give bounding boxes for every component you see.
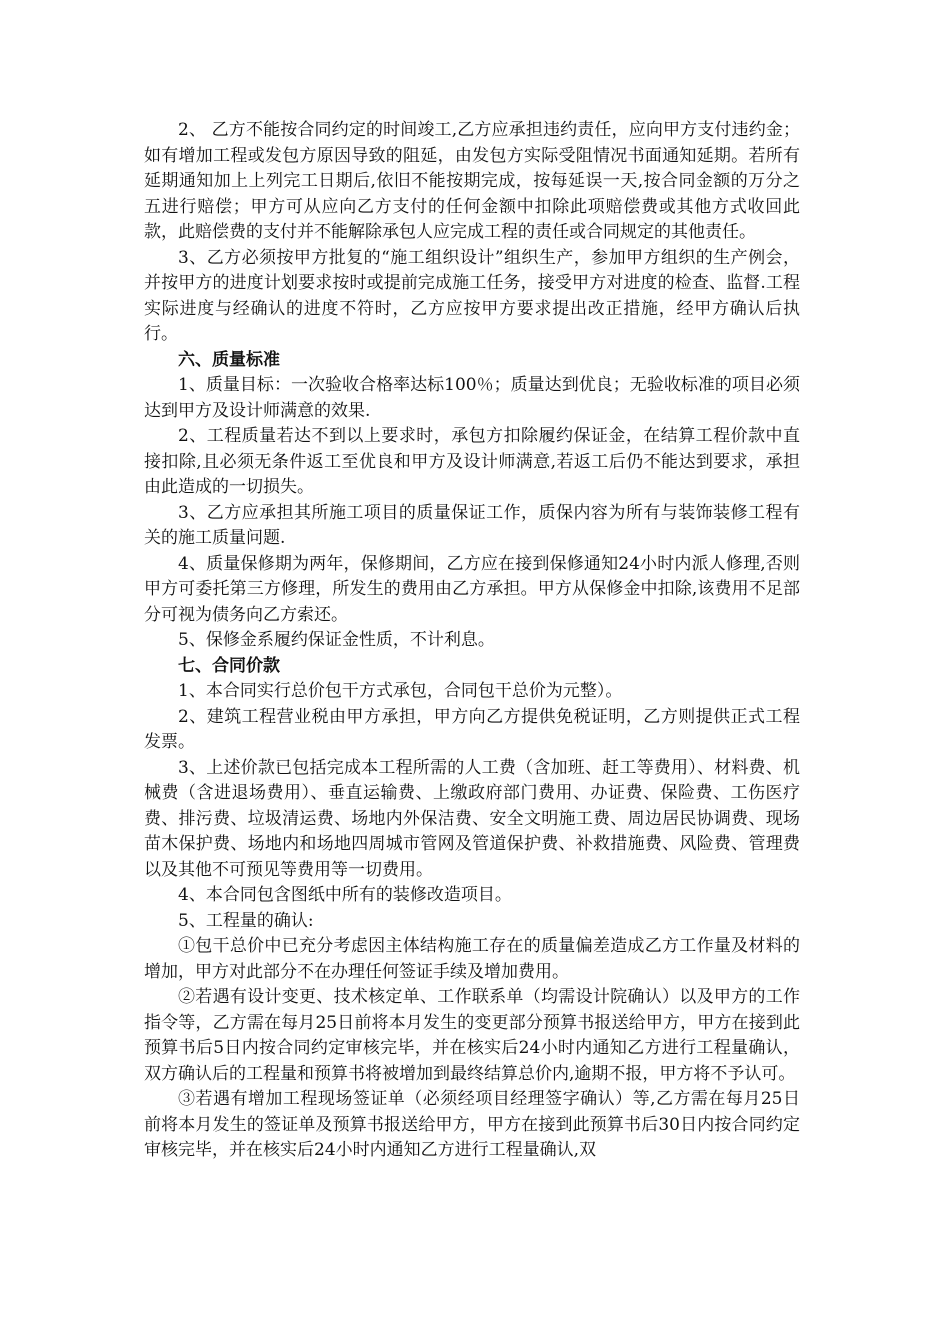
clause-paragraph: ③若遇有增加工程现场签证单（必须经项目经理签字确认）等,乙方需在每月25日前将本月发生的签证单及预算书报送给甲方，甲方在接到此预算书后30日内按合同约定审核完毕，并在核实后24小时内通知乙方进行工程量确认,双 <box>144 1089 800 1160</box>
clause-paragraph: 5、保修金系履约保证金性质，不计利息。 <box>178 630 495 650</box>
clause-paragraph: ①包干总价中已充分考虑因主体结构施工存在的质量偏差造成乙方工作量及材料的增加，甲方对此部分不在办理任何签证手续及增加费用。 <box>144 936 800 982</box>
clause-paragraph: 4、本合同包含图纸中所有的装修改造项目。 <box>178 885 512 905</box>
clause-paragraph: 4、质量保修期为两年，保修期间，乙方应在接到保修通知24小时内派人修理,否则甲方可委托第三方修理，所发生的费用由乙方承担。甲方从保修金中扣除,该费用不足部分可视为债务向乙方索还。 <box>144 553 800 625</box>
document-page <box>144 118 800 1164</box>
clause-paragraph: 1、本合同实行总价包干方式承包，合同包干总价为元整）。 <box>178 681 623 701</box>
section-heading-price: 七、合同价款 <box>178 655 280 676</box>
clause-paragraph: 3、乙方应承担其所施工项目的质量保证工作，质保内容为所有与装饰装修工程有关的施工质量问题. <box>144 502 800 548</box>
section-heading-quality: 六、质量标准 <box>178 349 280 370</box>
clause-paragraph: 3、上述价款已包括完成本工程所需的人工费（含加班、赶工等费用）、材料费、机械费（含进退场费用）、垂直运输费、上缴政府部门费用、办证费、保险费、工伤医疗费、排污费、垃圾清运费、场地内外保洁费、安全文明施工费、周边居民协调费、现场苗木保护费、场地内和场地四周城市管网及管道保护费、补救措施费、风险费、管理费以及其他不可预见等费用等一切费用。 <box>144 757 800 880</box>
clause-paragraph: 3、乙方必须按甲方批复的“施工组织设计”组织生产，参加甲方组织的生产例会，并按甲方的进度计划要求按时或提前完成施工任务，接受甲方对进度的检查、监督.工程实际进度与经确认的进度不符时，乙方应按甲方要求提出改正措施，经甲方确认后执行。 <box>144 247 800 344</box>
clause-paragraph: 1、质量目标：一次验收合格率达标100％；质量达到优良；无验收标准的项目必须达到甲方及设计师满意的效果. <box>144 375 800 421</box>
clause-paragraph: 2、工程质量若达不到以上要求时，承包方扣除履约保证金，在结算工程价款中直接扣除,且必须无条件返工至优良和甲方及设计师满意,若返工后仍不能达到要求，承担由此造成的一切损失。 <box>144 426 800 497</box>
clause-paragraph: 2、建筑工程营业税由甲方承担，甲方向乙方提供免税证明，乙方则提供正式工程发票。 <box>144 706 800 752</box>
clause-paragraph: 5、工程量的确认: <box>178 910 314 931</box>
clause-paragraph: ②若遇有设计变更、技术核定单、工作联系单（均需设计院确认）以及甲方的工作指令等，乙方需在每月25日前将本月发生的变更部分预算书报送给甲方，甲方在接到此预算书后5日内按合同约定审核完毕，并在核实后24小时内通知乙方进行工程量确认，双方确认后的工程量和预算书将被增加到最终结算总价内,逾期不报，甲方将不予认可。 <box>144 987 800 1084</box>
clause-paragraph: 2、 乙方不能按合同约定的时间竣工,乙方应承担违约责任，应向甲方支付违约金；如有增加工程或发包方原因导致的阻延，由发包方实际受阻情况书面通知延期。若所有延期通知加上上列完工日期后,依旧不能按期完成，按每延误一天,按合同金额的万分之五进行赔偿；甲方可从应向乙方支付的任何金额中扣除此项赔偿费或其他方式收回此款，此赔偿费的支付并不能解除承包人应完成工程的责任或合同规定的其他责任。 <box>144 120 800 242</box>
